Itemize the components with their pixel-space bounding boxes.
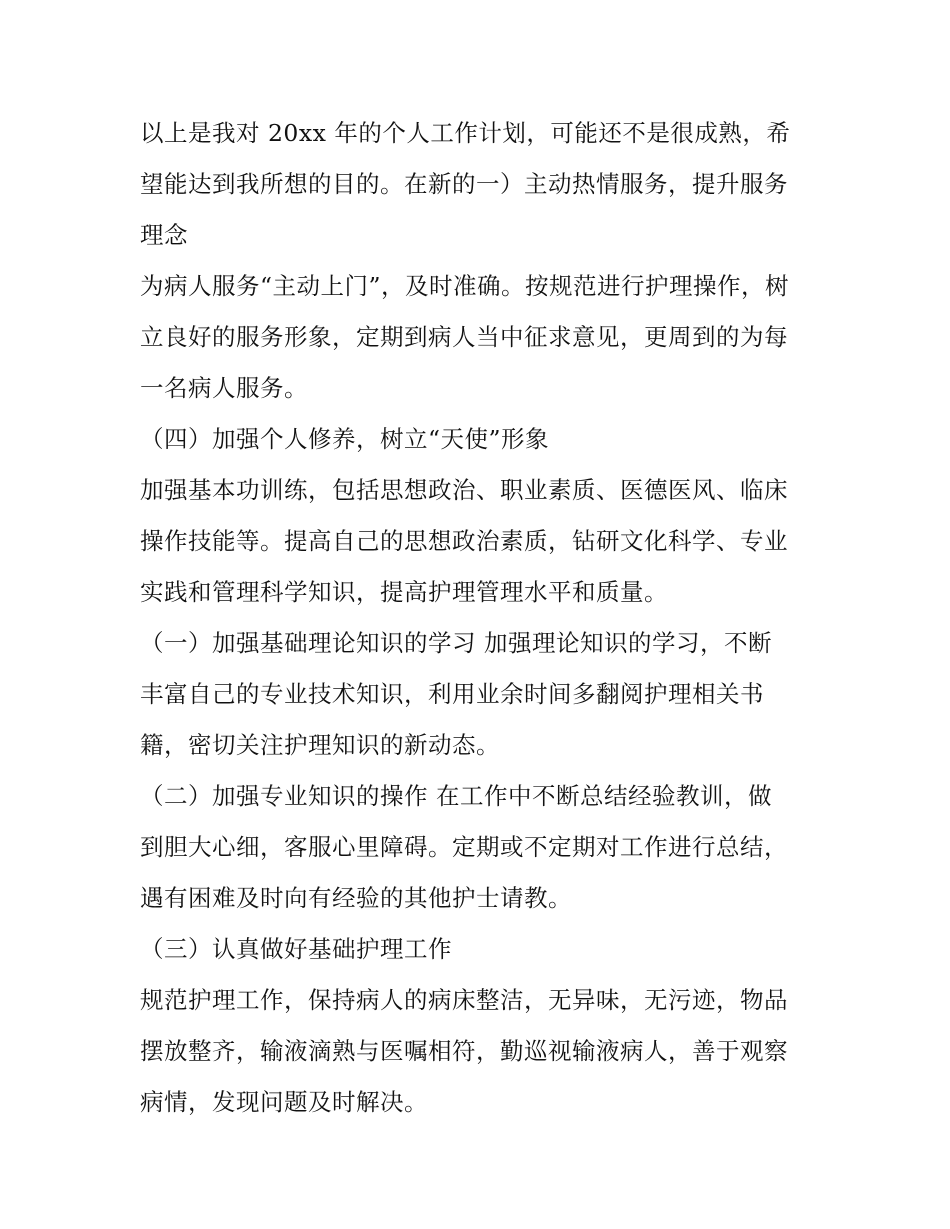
section-heading: （三）认真做好基础护理工作: [140, 935, 452, 963]
text-line: 到胆大心细，客服心里障碍。定期或不定期对工作进行总结，: [140, 833, 788, 861]
section-heading: （四）加强个人修养，树立“天使”形象: [140, 425, 550, 453]
section-heading: （二）加强专业知识的操作 在工作中不断总结经验教训，做: [140, 782, 772, 810]
text-line: 病情，发现问题及时解决。: [140, 1088, 428, 1116]
text-line: 加强基本功训练，包括思想政治、职业素质、医德医风、临床: [140, 476, 788, 504]
text-line: 规范护理工作，保持病人的病床整洁，无异味，无污迹，物品: [140, 986, 788, 1014]
text-line: 理念: [140, 221, 188, 249]
text-line: 摆放整齐，输液滴熟与医嘱相符，勤巡视输液病人，善于观察: [140, 1037, 788, 1065]
text-line: 望能达到我所想的目的。在新的一）主动热情服务，提升服务: [140, 170, 788, 198]
text-line: 遇有困难及时向有经验的其他护士请教。: [140, 884, 572, 912]
text-line: 立良好的服务形象，定期到病人当中征求意见，更周到的为每: [140, 323, 788, 351]
text-line: 以上是我对 20xx 年的个人工作计划，可能还不是很成熟，希: [140, 119, 791, 147]
text-line: 为病人服务“主动上门”，及时准确。按规范进行护理操作，树: [140, 272, 790, 300]
text-line: 籍，密切关注护理知识的新动态。: [140, 731, 500, 759]
section-heading: （一）加强基础理论知识的学习 加强理论知识的学习，不断: [140, 629, 772, 657]
text-line: 操作技能等。提高自己的思想政治素质，钻研文化科学、专业: [140, 527, 788, 555]
text-line: 实践和管理科学知识，提高护理管理水平和质量。: [140, 578, 668, 606]
document-body: [140, 108, 812, 1128]
text-line: 一名病人服务。: [140, 374, 308, 402]
text-line: 丰富自己的专业技术知识，利用业余时间多翻阅护理相关书: [140, 680, 764, 708]
